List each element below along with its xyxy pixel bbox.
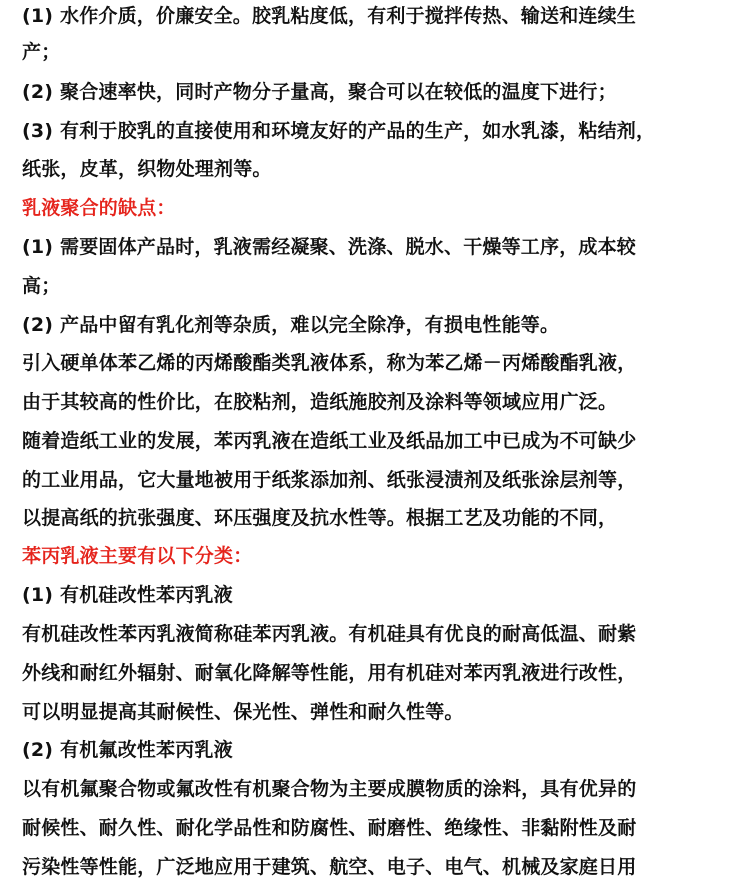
text-line: 产； bbox=[22, 41, 61, 63]
text-line: 以提高纸的抗张强度、环压强度及抗水性等。根据工艺及功能的不同， bbox=[22, 507, 618, 529]
text-line: 的工业用品，它大量地被用于纸浆添加剂、纸张浸渍剂及纸张涂层剂等， bbox=[22, 469, 637, 491]
text-line: (2) 聚合速率快，同时产物分子量高，聚合可以在较低的温度下进行； bbox=[22, 81, 617, 103]
text-line: (2) 有机氟改性苯丙乳液 bbox=[22, 739, 233, 761]
text-line: (2) 产品中留有乳化剂等杂质，难以完全除净，有损电性能等。 bbox=[22, 314, 560, 336]
text-line: 有机硅改性苯丙乳液简称硅苯丙乳液。有机硅具有优良的耐高低温、耐紫 bbox=[22, 623, 637, 645]
text-line: (3) 有利于胶乳的直接使用和环境友好的产品的生产，如水乳漆，粘结剂， bbox=[22, 120, 656, 142]
section-heading: 苯丙乳液主要有以下分类： bbox=[22, 545, 253, 567]
text-line: (1) 需要固体产品时，乳液需经凝聚、洗涤、脱水、干燥等工序，成本较 bbox=[22, 236, 637, 258]
text-line: (1) 有机硅改性苯丙乳液 bbox=[22, 584, 233, 606]
text-line: 可以明显提高其耐候性、保光性、弹性和耐久性等。 bbox=[22, 701, 464, 723]
text-line: 耐候性、耐久性、耐化学品性和防腐性、耐磨性、绝缘性、非黏附性及耐 bbox=[22, 817, 637, 839]
text-line: (1) 水作介质，价廉安全。胶乳粘度低，有利于搅拌传热、输送和连续生 bbox=[22, 5, 637, 27]
text-line: 污染性等性能，广泛地应用于建筑、航空、电子、电气、机械及家庭日用 bbox=[22, 856, 637, 878]
text-line: 由于其较高的性价比，在胶粘剂，造纸施胶剂及涂料等领域应用广泛。 bbox=[22, 391, 618, 413]
text-line: 以有机氟聚合物或氟改性有机聚合物为主要成膜物质的涂料，具有优异的 bbox=[22, 778, 637, 800]
text-line: 纸张，皮革，织物处理剂等。 bbox=[22, 158, 272, 180]
text-line: 引入硬单体苯乙烯的丙烯酸酯类乳液体系，称为苯乙烯－丙烯酸酯乳液， bbox=[22, 352, 637, 374]
text-line: 高； bbox=[22, 275, 61, 297]
section-heading: 乳液聚合的缺点： bbox=[22, 197, 176, 219]
text-line: 外线和耐红外辐射、耐氧化降解等性能，用有机硅对苯丙乳液进行改性， bbox=[22, 662, 637, 684]
text-line: 随着造纸工业的发展，苯丙乳液在造纸工业及纸品加工中已成为不可缺少 bbox=[22, 430, 637, 452]
